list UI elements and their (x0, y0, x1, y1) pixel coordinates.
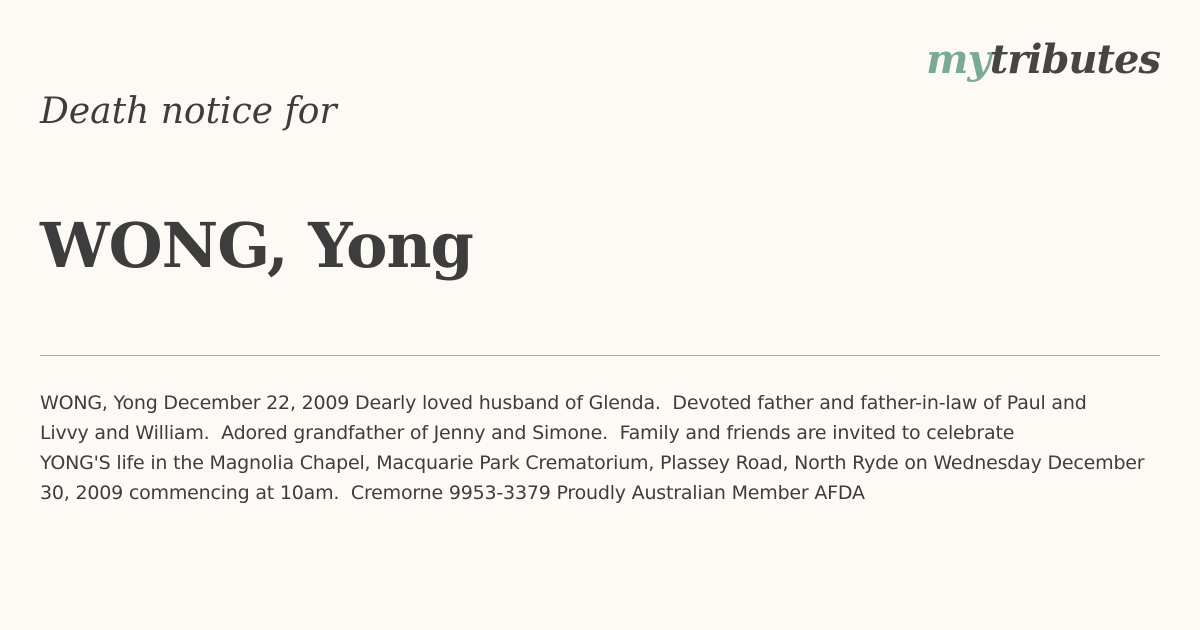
notice-body-line: Livvy and William. Adored grandfather of Jenny and Simone. Family and friends are invited to celebrate (40, 422, 1015, 444)
logo-part-my: my (926, 36, 990, 83)
notice-body (40, 388, 1200, 508)
mytributes-logo[interactable] (926, 34, 1160, 86)
notice-body-line: YONG'S life in the Magnolia Chapel, Macquarie Park Crematorium, Plassey Road, North Ryde on Wednesday December (40, 452, 1145, 474)
notice-heading: Death notice for (40, 91, 337, 132)
section-divider (40, 355, 1160, 356)
logo-part-tributes: tributes (989, 36, 1160, 83)
deceased-name: WONG, Yong (40, 209, 473, 282)
notice-body-line: WONG, Yong December 22, 2009 Dearly loved husband of Glenda. Devoted father and father-in-law of Paul and (40, 392, 1087, 414)
notice-body-line: 30, 2009 commencing at 10am. Cremorne 9953-3379 Proudly Australian Member AFDA (40, 482, 865, 504)
